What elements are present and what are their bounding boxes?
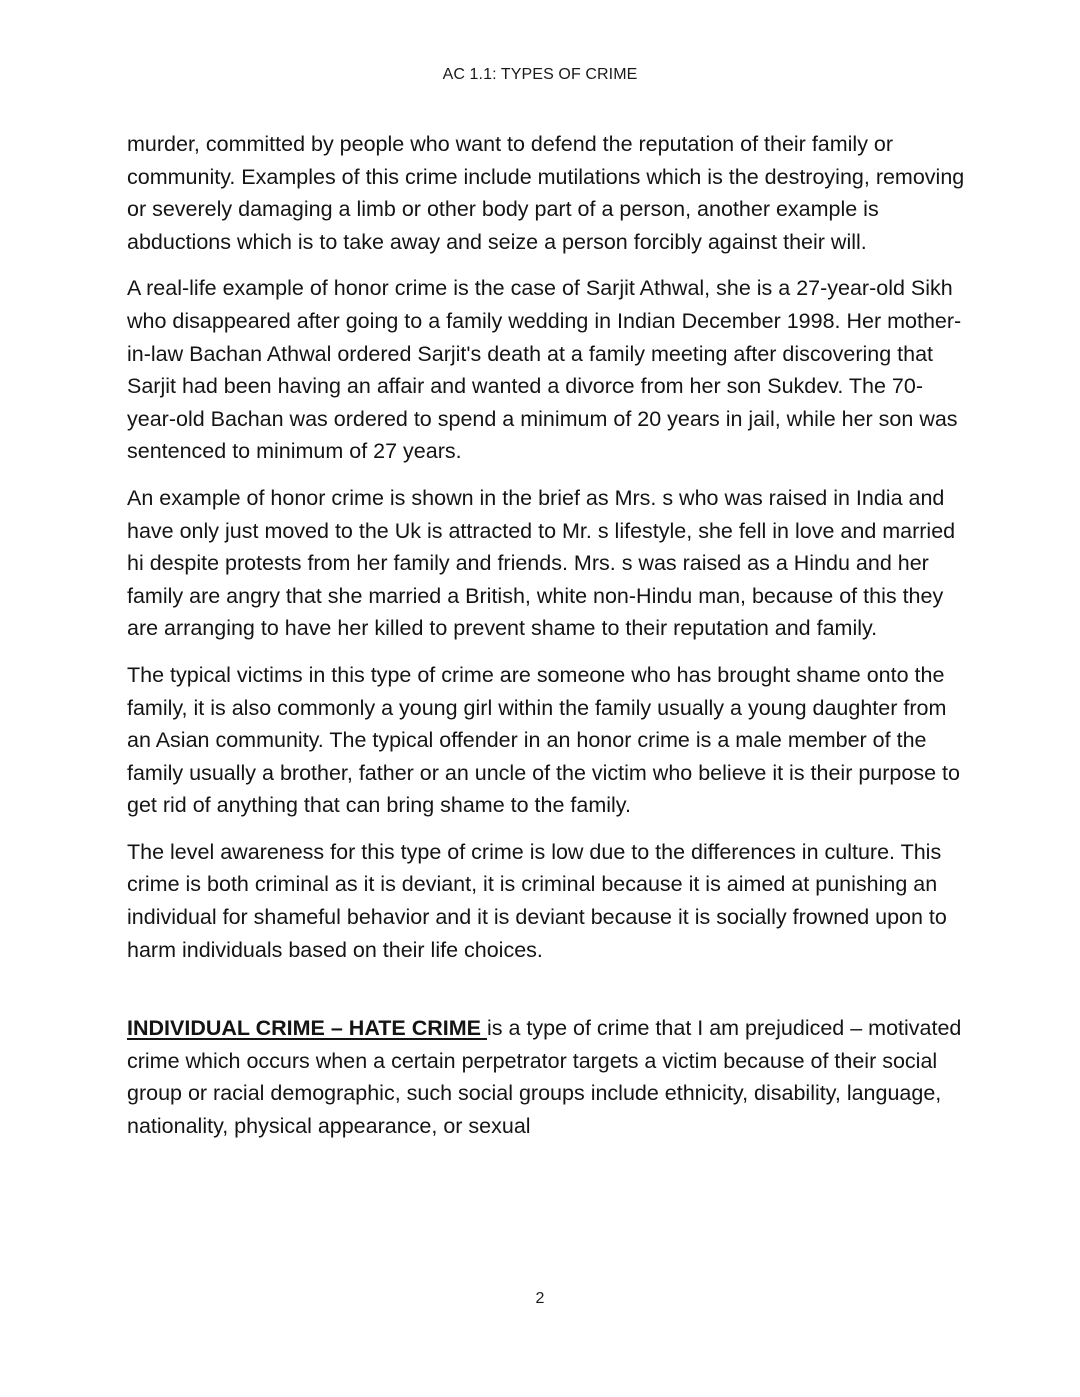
paragraph-awareness: The level awareness for this type of crime is low due to the differences in culture. This crime is both criminal as it is deviant, it is criminal because it is aimed at punishing an individual for shameful behavior and it is deviant because it is socially frowned upon to harm individuals based on their life choices. xyxy=(127,839,947,962)
paragraph-victims-offenders: The typical victims in this type of crime are someone who has brought shame onto the family, it is also commonly a young girl within the family usually a young daughter from an Asian community. The typical offender in an honor crime is a male member of the family usually a brother, father or an uncle of the victim who believe it is their purpose to get rid of anything that can bring shame to the family. xyxy=(127,662,960,818)
page-number: 2 xyxy=(535,1290,545,1307)
paragraph-real-life-example: A real-life example of honor crime is the case of Sarjit Athwal, she is a 27-year-old Sikh who disappeared after going to a family wedding in Indian December 1998. Her mother-in-law Bachan Athwal ordered Sarjit's death at a family meeting after discovering that Sarjit had been having an affair and wanted a divorce from her son Sukdev. The 70-year-old Bachan was ordered to spend a minimum of 20 years in jail, while her son was sentenced to minimum of 27 years. xyxy=(127,276,962,464)
paragraph-hate-crime xyxy=(127,1012,967,1142)
paragraph-brief-example: An example of honor crime is shown in the brief as Mrs. s who was raised in India and have only just moved to the Uk is attracted to Mr. s lifestyle, she fell in love and married hi despite protests from her family and friends. Mrs. s was raised as a Hindu and her family are angry that she married a British, white non-Hindu man, because of this they are arranging to have her killed to prevent shame to their reputation and family. xyxy=(127,485,956,641)
hate-crime-text: is a type of crime that I am prejudiced – motivated crime which occurs when a certain perpetrator targets a victim because of their social group or racial demographic, such social groups include ethnicity, disability, language, nationality, physical appearance, or sexual xyxy=(127,1016,962,1139)
paragraph-honor-crime-definition: murder, committed by people who want to defend the reputation of their family or community. Examples of this crime include mutilations which is the destroying, removing or severely damaging a limb or other body part of a person, another example is abductions which is to take away and seize a person forcibly against their will. xyxy=(127,132,965,254)
document-body xyxy=(127,128,967,1157)
hate-crime-heading: INDIVIDUAL CRIME – HATE CRIME xyxy=(127,1016,487,1041)
page-header: AC 1.1: TYPES OF CRIME xyxy=(442,66,638,83)
